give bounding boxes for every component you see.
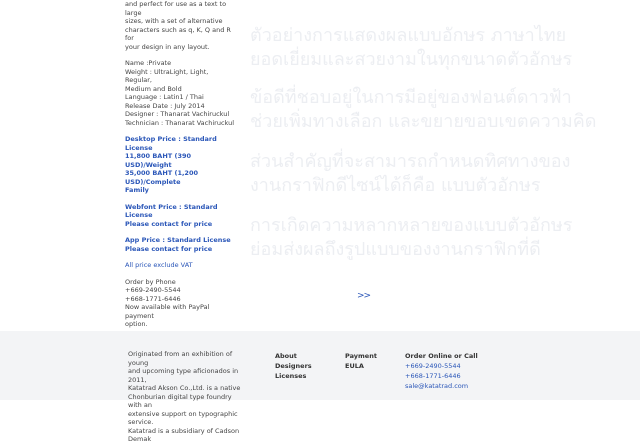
sample-line: ช่วยเพิ่มทางเลือก และขยายขอบเขตความคิด [250,111,597,132]
order-phone: +669-2490-5544 [125,286,181,294]
sample-text-block [250,150,571,198]
order-heading: Order Online or Call [405,352,478,360]
footer-links-secondary [345,351,377,371]
font-weight: Weight : UltraLight, Light, Regular, [125,67,209,84]
desktop-price: Family [125,186,149,194]
footer-link-about[interactable]: About [275,352,297,360]
site-footer [0,331,640,443]
release-date: Release Date : July 2014 [125,101,205,110]
order-line: Now available with PayPal payment [125,303,210,320]
next-page-link[interactable]: >> [357,291,371,301]
order-email[interactable]: sale@katatrad.com [405,382,469,390]
about-line: and upcoming type aficionados in 2011, [128,367,239,384]
intro-line: sizes, with a set of alternative [125,17,223,25]
footer-order-info [405,351,478,391]
designer: Designer : Thanarat Vachiruckul [125,110,230,118]
intro-line: and perfect for use as a text to large [125,0,227,17]
about-line: Originated from an exhibition of young [128,350,233,367]
app-price: App Price : Standard License [125,236,231,244]
footer-link-designers[interactable]: Designers [275,362,312,370]
sample-line: ย่อมส่งผลถึงรูปแบบของงานกราฟิกที่ดี [250,239,541,260]
sample-line: ยอดเยี่ยมและสวยงามในทุกขนาดตัวอักษร [250,49,573,70]
font-info-panel [125,0,235,329]
company-about [128,350,243,444]
font-weight: Medium and Bold [125,84,182,93]
order-phone-2[interactable]: +668-1771-6446 [405,372,461,380]
sample-text-block [250,86,597,134]
webfont-price: Webfont Price : Standard License [125,202,218,219]
order-phone-1[interactable]: +669-2490-5544 [405,362,461,370]
intro-line: your design in any layout. [125,42,210,51]
order-line: Order by Phone [125,277,176,286]
sample-line: งานกราฟิกดีไซน์ได้ก็คือ แบบตัวอักษร [250,175,541,196]
desktop-price: 35,000 BAHT (1,200 USD)/Complete [125,169,198,186]
about-line: Chonburian digital type foundry with an [128,392,232,409]
sample-line: ตัวอย่างการแสดงผลแบบอักษร ภาษาไทย [250,25,567,46]
intro-line: characters such as q, K, Q and R for [125,25,231,42]
font-preview-area [248,0,597,280]
order-line: option. [125,320,148,328]
app-price: Please contact for price [125,244,213,253]
vat-note: All price exclude VAT [125,261,193,269]
sample-line: ส่วนสำคัญที่จะสามารถกำหนดทิศทางของ [250,151,571,172]
footer-link-payment[interactable]: Payment [345,352,377,360]
sample-text-block [250,214,573,262]
technician: Technician : Thanarat Vachiruckul [125,118,235,127]
sample-line: ข้อดีที่ชอบอยู่ในการมีอยู่ของฟอนต์ดาวฟ้า [250,87,572,108]
order-phone: +668-1771-6446 [125,294,181,303]
desktop-price: 11,800 BAHT (390 USD)/Weight [125,152,192,169]
font-language: Language : Latin1 / Thai [125,93,204,101]
font-name: Name :Private [125,59,172,67]
about-line: extensive support on typographic service. [128,409,238,426]
sample-line: การเกิดความหลากหลายของแบบตัวอักษร [250,215,573,236]
about-line: Katatrad Akson Co.,Ltd. is a native [128,384,241,392]
sample-text-block [250,24,573,72]
webfont-price: Please contact for price [125,219,213,228]
footer-links-primary [275,351,312,381]
footer-link-eula[interactable]: EULA [345,362,364,370]
about-line: Katatrad is a subsidiary of Cadson Demak [128,426,240,443]
footer-link-licenses[interactable]: Licenses [275,372,307,380]
desktop-price: Desktop Price : Standard License [125,135,217,152]
